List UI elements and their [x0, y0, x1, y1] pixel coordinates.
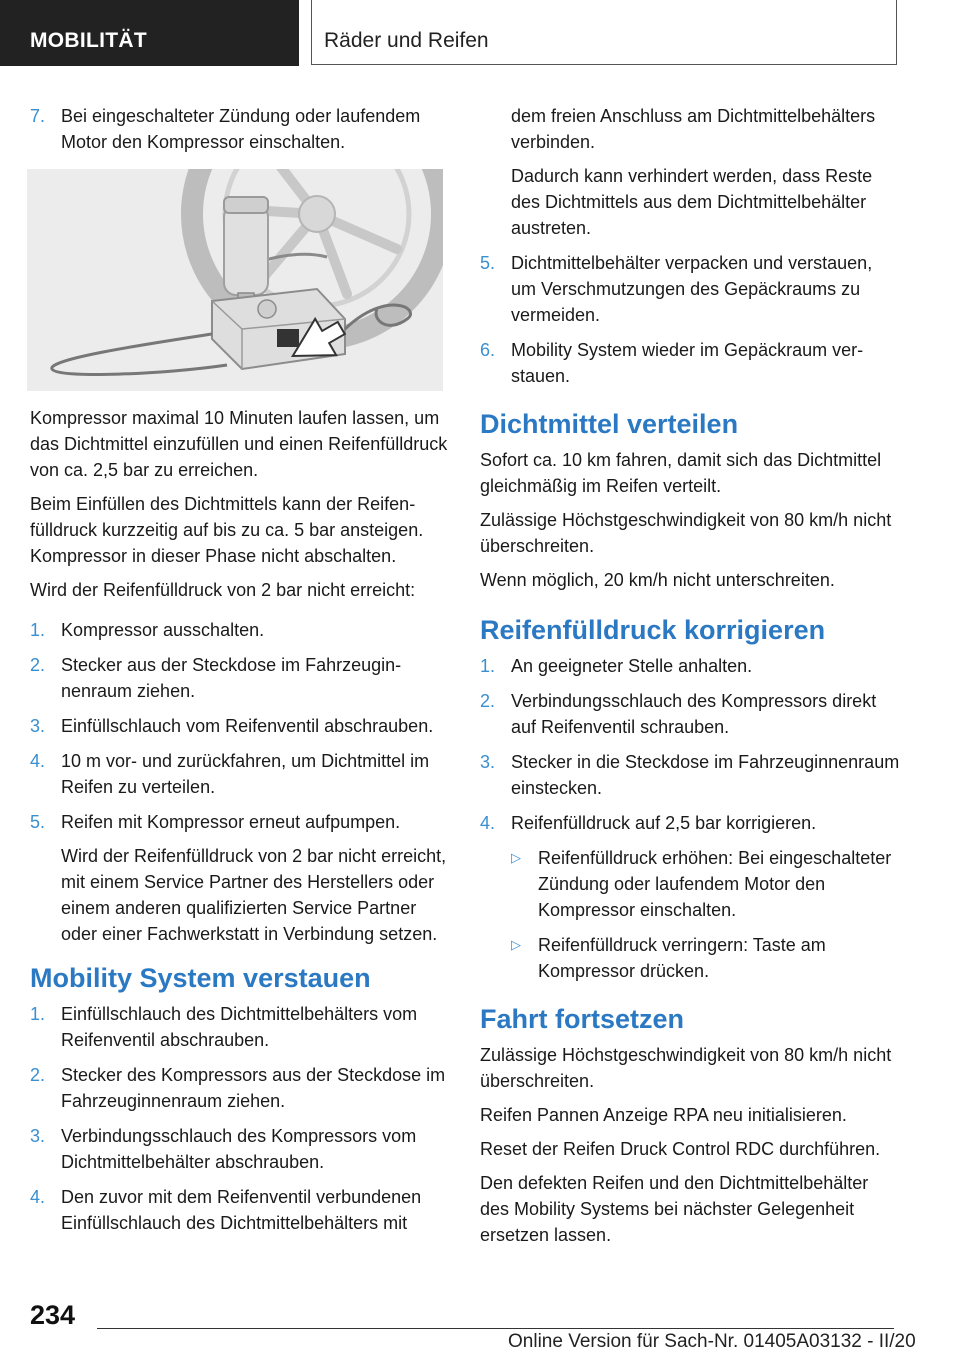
list-item [30, 1001, 448, 1053]
header-chapter-label: Räder und Reifen [324, 29, 489, 52]
footer-version-text: Online Version für Sach-Nr. 01405A03132 - II/20 [508, 1331, 916, 1352]
bullet-item [480, 932, 900, 984]
paragraph: Wenn möglich, 20 km/h nicht unterschreiten. [480, 570, 835, 590]
header-section-label: MOBILITÄT [30, 29, 148, 52]
list-item [480, 250, 900, 328]
paragraph: Zulässige Höchstgeschwindigkeit von 80 km/h nicht überschreiten. [480, 510, 892, 556]
list-item [30, 103, 448, 155]
list-item [30, 1184, 448, 1236]
list-text: 10 m vor- und zurückfahren, um Dichtmittel im Reifen zu verteilen. [61, 751, 430, 797]
list-text: Bei eingeschalteter Zündung oder laufendem Motor den Kompressor einschalten. [61, 106, 421, 152]
list-item [30, 748, 448, 800]
compressor-illustration [27, 169, 443, 391]
paragraph: Kompressor maximal 10 Minuten laufen lassen, um das Dichtmittel einzufüllen und einen Reifenfülldruck von ca. 2,5 bar zu erreichen. [30, 408, 448, 480]
list-item [480, 810, 900, 836]
list-text: Reifen mit Kompressor erneut aufpumpen. [61, 812, 401, 832]
list-number: 4. [30, 751, 46, 771]
list-number: 1. [480, 656, 496, 676]
list-number: 5. [30, 812, 46, 832]
paragraph: Zulässige Höchstgeschwindigkeit von 80 km/h nicht überschreiten. [480, 1045, 892, 1091]
list-text: Einfüllschlauch des Dichtmittelbehälters vom Reifenventil abschrauben. [61, 1004, 418, 1050]
list-item [30, 652, 448, 704]
list-text: Mobility System wieder im Gepäckraum verstauen. [511, 340, 864, 386]
list-item [480, 653, 900, 679]
list-number: 1. [30, 1004, 46, 1024]
section-heading: Mobility System verstauen [30, 963, 371, 993]
list-item [30, 617, 448, 643]
list-number: 5. [480, 253, 496, 273]
list-text: Stecker aus der Steckdose im Fahrzeuginnenraum ziehen. [61, 655, 402, 701]
list-number: 4. [480, 813, 496, 833]
compressor-illustration-graphic [27, 169, 443, 391]
list-item [480, 337, 900, 389]
paragraph: Den defekten Reifen und den Dichtmittelbehälter des Mobility Systems bei nächster Gelegenheit ersetzen lassen. [480, 1173, 869, 1245]
header-section-tab [0, 0, 299, 66]
triangle-bullet-icon: ▷ [511, 850, 521, 865]
paragraph: Beim Einfüllen des Dichtmittels kann der Reifenfülldruck kurzzeitig auf bis zu ca. 5 bar ansteigen. Kompressor in dieser Phase nicht abschalten. [30, 494, 424, 566]
list-continuation: dem freien Anschluss am Dichtmittelbehälters verbinden. [511, 106, 876, 152]
list-item [30, 1123, 448, 1175]
list-text: Den zuvor mit dem Reifenventil verbundenen Einfüllschlauch des Dichtmittelbehälters mit [61, 1187, 422, 1233]
left-column [30, 103, 448, 1245]
list-item [30, 1062, 448, 1114]
list-text: Verbindungsschlauch des Kompressors direkt auf Reifenventil schrauben. [511, 691, 877, 737]
list-text: Dichtmittelbehälter verpacken und verstauen, um Verschmutzungen des Gepäckraums zu vermeiden. [511, 253, 873, 325]
bullet-item [480, 845, 900, 923]
paragraph: Wird der Reifenfülldruck von 2 bar nicht erreicht: [30, 580, 416, 600]
list-item [480, 749, 900, 801]
list-number: 4. [30, 1187, 46, 1207]
page-number: 234 [30, 1300, 76, 1330]
footer-divider [97, 1328, 894, 1329]
section-heading: Fahrt fortsetzen [480, 1004, 685, 1034]
bullet-text: Reifenfülldruck verringern: Taste am Kompressor drücken. [538, 935, 826, 981]
list-text: Kompressor ausschalten. [61, 620, 265, 640]
list-number: 2. [30, 1065, 46, 1085]
list-text: Reifenfülldruck auf 2,5 bar korrigieren. [511, 813, 817, 833]
triangle-bullet-icon: ▷ [511, 937, 521, 952]
paragraph: Reifen Pannen Anzeige RPA neu initialisieren. [480, 1105, 847, 1125]
list-number: 7. [30, 106, 46, 126]
list-text: Stecker des Kompressors aus der Steckdose im Fahrzeuginnenraum ziehen. [61, 1065, 446, 1111]
list-number: 6. [480, 340, 496, 360]
list-item [30, 809, 448, 835]
list-note: Wird der Reifenfülldruck von 2 bar nicht erreicht, mit einem Service Partner des Herstellers oder einem anderen qualifizierten Service Partner oder einer Fachwerkstatt in Verbindung setzen. [61, 846, 447, 944]
list-text: Stecker in die Steckdose im Fahrzeuginnenraum einstecken. [511, 752, 900, 798]
header-chapter-tab [311, 0, 897, 65]
bullet-text: Reifenfülldruck erhöhen: Bei eingeschalteter Zündung oder laufendem Motor den Kompressor einschalten. [538, 848, 892, 920]
section-heading: Dichtmittel verteilen [480, 409, 739, 439]
list-item [480, 688, 900, 740]
paragraph: Reset der Reifen Druck Control RDC durchführen. [480, 1139, 881, 1159]
list-text: Einfüllschlauch vom Reifenventil abschrauben. [61, 716, 434, 736]
list-number: 2. [30, 655, 46, 675]
list-number: 3. [480, 752, 496, 772]
paragraph: Sofort ca. 10 km fahren, damit sich das Dichtmittel gleichmäßig im Reifen verteilt. [480, 450, 882, 496]
list-number: 2. [480, 691, 496, 711]
list-text: Verbindungsschlauch des Kompressors vom Dichtmittelbehälter abschrauben. [61, 1126, 417, 1172]
list-continuation: Dadurch kann verhindert werden, dass Reste des Dichtmittels aus dem Dichtmittelbehälter austreten. [511, 166, 873, 238]
section-heading: Reifenfülldruck korrigieren [480, 615, 826, 645]
list-text: An geeigneter Stelle anhalten. [511, 656, 753, 676]
list-number: 3. [30, 716, 46, 736]
list-number: 1. [30, 620, 46, 640]
list-item [30, 713, 448, 739]
list-number: 3. [30, 1126, 46, 1146]
right-column [480, 103, 900, 1256]
